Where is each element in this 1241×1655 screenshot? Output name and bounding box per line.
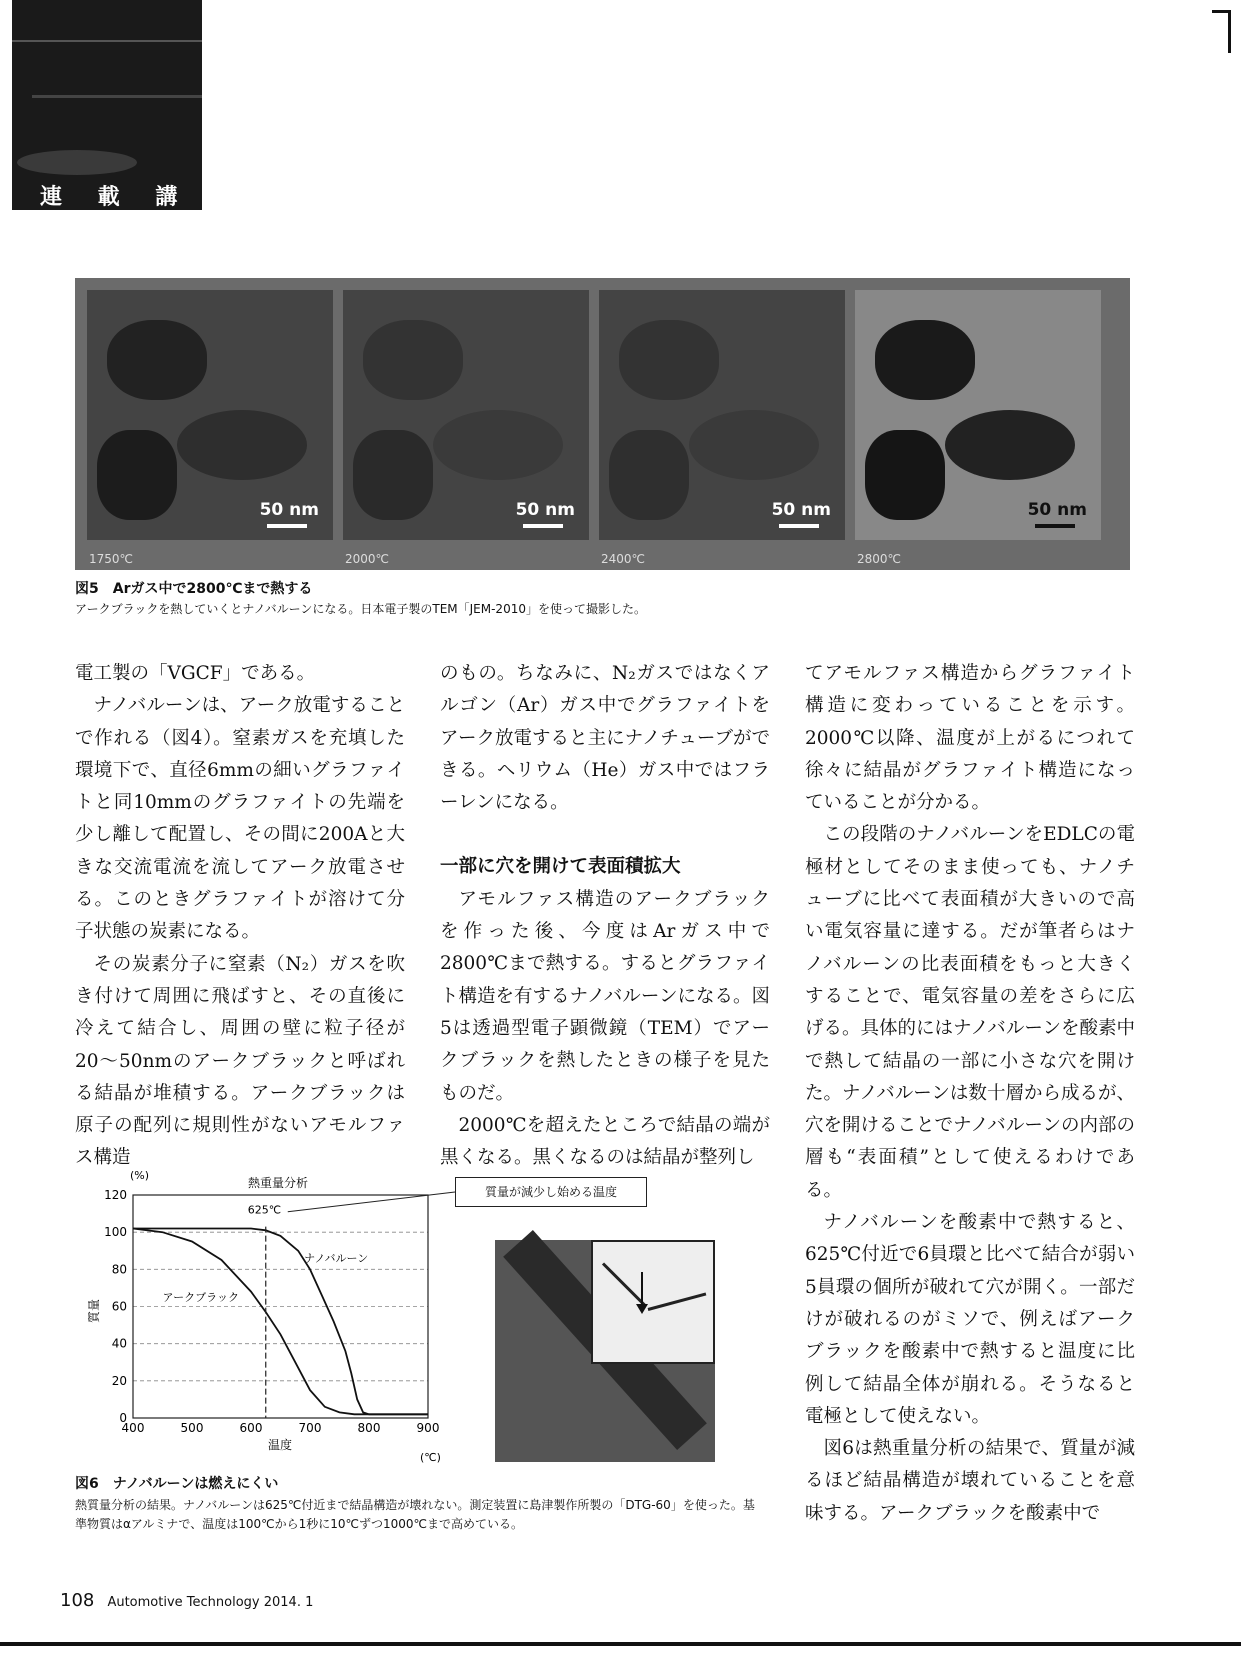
tem-panel bbox=[87, 290, 333, 540]
figure6-title: 図6 ナノバルーンは燃えにくい bbox=[75, 1476, 279, 1492]
series-label-arcblack: アークブラック bbox=[162, 1290, 239, 1304]
scale-label: 50 nm bbox=[1027, 500, 1087, 520]
paragraph: 電工製の「VGCF」である。 bbox=[75, 663, 316, 684]
temperature-label: 2000℃ bbox=[345, 552, 390, 566]
figure6-chart bbox=[88, 1165, 488, 1465]
paragraph: てアモルファス構造からグラファイト構造に変わっていることを示す。2000℃以降、温度が上がるにつれて徐々に結晶がグラファイト構造になっていることが分かる。 bbox=[805, 663, 1135, 814]
arrow-icon bbox=[641, 1272, 643, 1307]
tem-panel bbox=[855, 290, 1101, 540]
paragraph: この段階のナノバルーンをEDLCの電極材としてそのまま使っても、ナノチューブに比べて表面積が大きいので高い電気容量に達する。だが筆者らはナノバルーンの比表面積をもっと大きくすることで、電気容量の差をさらに広げる。具体的にはナノバルーンを酸素中で熱して結晶の一部に小さな穴を開けた。ナノバルーンは数十層から成るが、穴を開けることでナノバルーンの内部の層も“表面積”として使えるわけである。 bbox=[805, 824, 1135, 1201]
series-line-0 bbox=[133, 1229, 428, 1415]
scale-label: 50 nm bbox=[515, 500, 575, 520]
figure6-tem-image bbox=[495, 1240, 715, 1462]
series-header-block bbox=[12, 0, 202, 241]
paragraph: アモルファス構造のアークブラックを作った後、今度はArガス中で2800℃まで熱する。するとグラファイト構造を有するナノバルーンになる。図5は透過型電子顕微鏡（TEM）でアークブラックを熱したときの様子を見たものだ。 bbox=[440, 888, 770, 1104]
y-tick-label: 60 bbox=[111, 1299, 127, 1314]
layer-line bbox=[648, 1293, 707, 1311]
x-tick-label: 700 bbox=[298, 1421, 322, 1435]
tem-inset-diagram bbox=[591, 1240, 715, 1364]
x-axis-label: 温度 bbox=[268, 1438, 293, 1452]
paragraph: 図6は熱重量分析の結果で、質量が減るほど結晶構造が壊れていることを意味する。アークブラックを酸素中で bbox=[805, 1438, 1135, 1524]
page-number: 108 bbox=[60, 1590, 95, 1611]
paragraph: 2000℃を超えたところで結晶の端が黒くなる。黒くなるのは結晶が整列し bbox=[440, 1114, 770, 1169]
scale-bar bbox=[523, 524, 563, 528]
scale-bar bbox=[267, 524, 307, 528]
series-line-1 bbox=[133, 1229, 428, 1415]
temperature-label: 2400℃ bbox=[601, 552, 646, 566]
y-unit-label: (%) bbox=[130, 1169, 150, 1182]
figure6-caption: 熱質量分析の結果。ナノバルーンは625℃付近まで結晶構造が壊れない。測定装置に島津製作所製の「DTG-60」を使った。基準物質はαアルミナで、温度は100℃から1秒に10℃ずつ1000℃まで高めている。 bbox=[75, 1498, 755, 1531]
paragraph: ナノバルーンは、アーク放電することで作れる（図4）。窒素ガスを充填した環境下で、直径6mmの細いグラファイトと同10mmのグラファイトの先端を少し離して配置し、その間に200Aと大きな交流電流を流してアーク放電させる。このときグラファイトが溶けて分子状態の炭素になる。 bbox=[75, 695, 405, 943]
bottom-rule bbox=[0, 1642, 1241, 1646]
body-column-3 bbox=[805, 658, 1135, 1530]
x-tick-label: 500 bbox=[180, 1421, 204, 1435]
scale-bar bbox=[1035, 524, 1075, 528]
section-heading: 一部に穴を開けて表面積拡大 bbox=[440, 856, 681, 878]
figure5-title: 図5 Arガス中で2800℃まで熱する bbox=[75, 581, 313, 597]
paragraph: その炭素分子に窒素（N₂）ガスを吹き付けて周囲に飛ばすと、その直後に冷えて結合し、周囲の壁に粒子径が20〜50nmのアークブラックと呼ばれる結晶が堆積する。アークブラックは原子の配列に規則性がないアモルファス構造 bbox=[75, 953, 405, 1169]
annotation-callout: 質量が減少し始める温度 bbox=[455, 1177, 647, 1207]
scale-label: 50 nm bbox=[771, 500, 831, 520]
layer-line bbox=[602, 1262, 647, 1307]
decor-line bbox=[12, 40, 202, 42]
temperature-label: 2800℃ bbox=[857, 552, 902, 566]
chart-title: 熱重量分析 bbox=[248, 1176, 309, 1190]
tem-panel bbox=[599, 290, 845, 540]
series-label-nanoballoon: ナノバルーン bbox=[304, 1251, 369, 1265]
page-footer bbox=[60, 1590, 313, 1611]
figure5-caption: アークブラックを熱していくとナノバルーンになる。日本電子製のTEM「JEM-2010」を使って撮影した。 bbox=[75, 602, 646, 616]
series-title: 連 載 講 座 bbox=[40, 185, 192, 241]
temperature-label: 1750℃ bbox=[89, 552, 134, 566]
decor-shape bbox=[17, 150, 137, 175]
scale-bar bbox=[779, 524, 819, 528]
decor-line bbox=[32, 95, 202, 98]
x-tick-label: 800 bbox=[357, 1421, 381, 1435]
scale-label: 50 nm bbox=[259, 500, 319, 520]
corner-mark bbox=[1212, 10, 1231, 53]
arrowhead-icon bbox=[636, 1304, 648, 1314]
annotation-625: 625℃ bbox=[247, 1203, 282, 1217]
y-tick-label: 40 bbox=[111, 1336, 127, 1351]
y-tick-label: 100 bbox=[104, 1225, 127, 1240]
y-tick-label: 20 bbox=[111, 1373, 127, 1388]
y-tick-label: 120 bbox=[104, 1188, 127, 1202]
y-tick-label: 80 bbox=[111, 1262, 127, 1277]
y-tick-label: 0 bbox=[119, 1411, 127, 1425]
body-column-1 bbox=[75, 658, 405, 1175]
paragraph: ナノバルーンを酸素中で熱すると、625℃付近で6員環と比べて結合が弱い5員環の個所が破れて穴が開く。一部だけが破れるのがミソで、例えばアークブラックを酸素中で熱すると温度に比例して結晶全体が崩れる。そうなると電極として使えない。 bbox=[805, 1212, 1135, 1427]
x-tick-label: 600 bbox=[239, 1421, 263, 1435]
x-unit-label: (℃) bbox=[420, 1451, 441, 1464]
tem-panel bbox=[343, 290, 589, 540]
journal-name: Automotive Technology 2014. 1 bbox=[107, 1595, 314, 1610]
paragraph: のもの。ちなみに、N₂ガスではなくアルゴン（Ar）ガス中でグラファイトをアーク放電すると主にナノチューブができる。ヘリウム（He）ガス中ではフラーレンになる。 bbox=[440, 663, 770, 814]
y-axis-label: 質量 bbox=[87, 1298, 101, 1323]
x-tick-label: 900 bbox=[416, 1421, 440, 1435]
tga-chart-svg bbox=[88, 1165, 488, 1465]
x-tick-label: 400 bbox=[121, 1421, 145, 1435]
body-column-2 bbox=[440, 658, 770, 1174]
figure5-images bbox=[75, 278, 1130, 570]
